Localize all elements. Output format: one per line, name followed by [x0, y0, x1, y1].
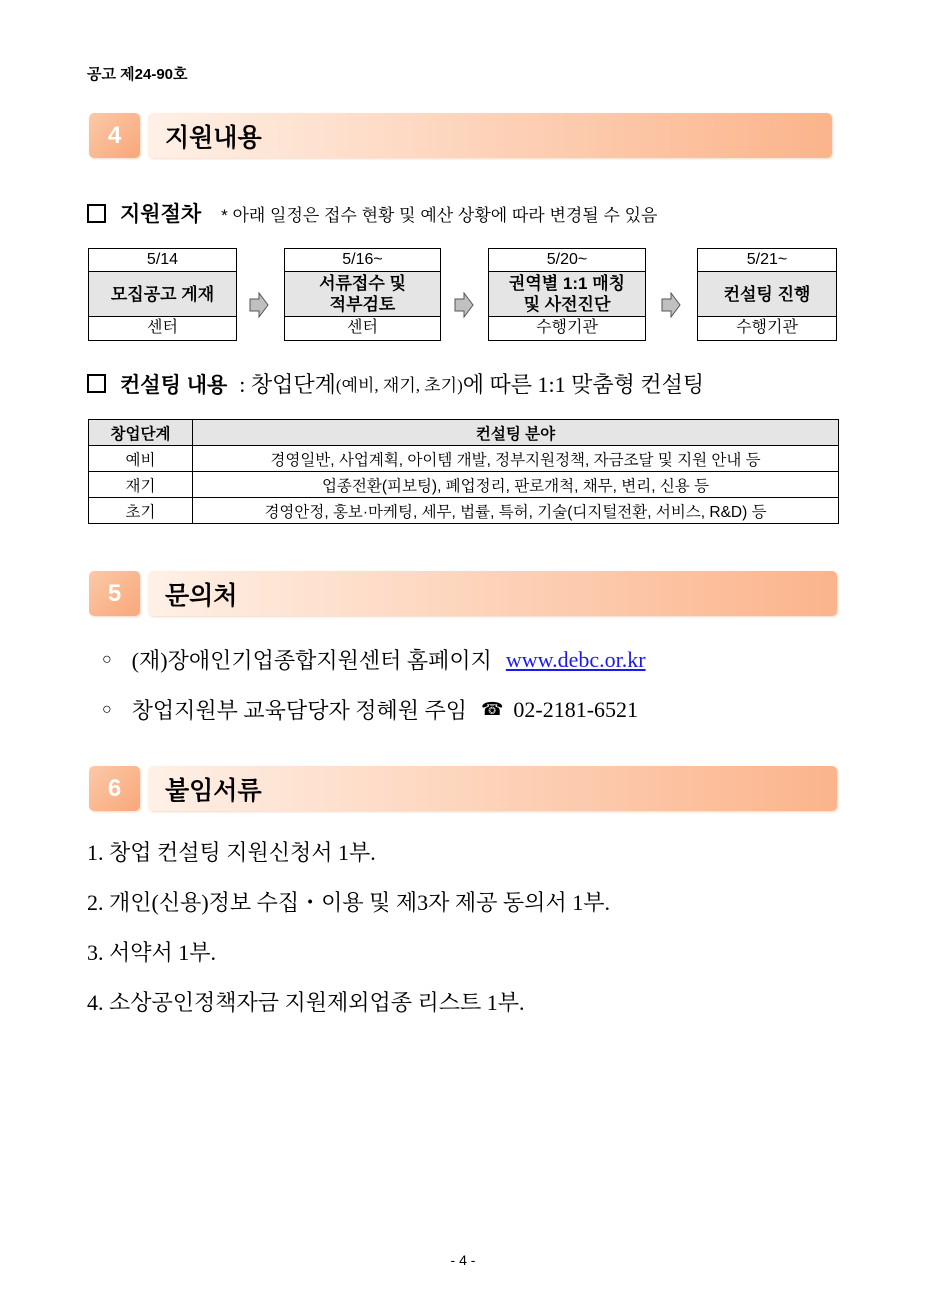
- step-task: 컨설팅 진행: [698, 272, 836, 317]
- column-header: 컨설팅 분야: [193, 420, 839, 446]
- consulting-desc-paren: (예비, 재기, 초기): [335, 376, 463, 395]
- bullet: ○: [102, 700, 112, 718]
- attachment-item: 4. 소상공인정책자금 지원제외업종 리스트 1부.: [87, 990, 525, 1015]
- table-row: [89, 498, 839, 524]
- contact-text: 창업지원부 교육담당자 정혜원 주임: [131, 698, 467, 723]
- step-task: 서류접수 및 적부검토: [285, 272, 440, 317]
- field-cell: 경영안정, 홍보·마케팅, 세무, 법률, 특허, 기술(디지털전환, 서비스, R&D) 등: [193, 498, 839, 524]
- bullet: ○: [102, 650, 112, 668]
- step-owner: 센터: [147, 319, 178, 336]
- section-number: 5: [89, 571, 140, 616]
- procedure-note: * 아래 일정은 접수 현황 및 예산 상황에 따라 변경될 수 있음: [221, 205, 658, 225]
- consulting-heading-row: [87, 368, 704, 399]
- consulting-desc-prefix: : 창업단계: [239, 372, 336, 397]
- contact-phone: [102, 694, 638, 725]
- step-date: 5/21~: [698, 249, 836, 272]
- flow-step: [697, 248, 837, 341]
- section-title: 문의처: [148, 571, 837, 616]
- contact-text: (재)장애인기업종합지원센터 홈페이지: [131, 648, 492, 673]
- field-cell: 경영일반, 사업계획, 아이템 개발, 정부지원정책, 자금조달 및 지원 안내 등: [193, 446, 839, 472]
- column-header: 창업단계: [89, 420, 193, 446]
- step-owner: 센터: [347, 319, 378, 336]
- step-owner: 수행기관: [736, 319, 798, 336]
- homepage-link[interactable]: www.debc.or.kr: [505, 646, 646, 672]
- checkbox-icon: [87, 374, 106, 393]
- section-title: 붙임서류: [148, 766, 837, 811]
- consulting-heading: 컨설팅 내용: [120, 373, 228, 397]
- step-task: 모집공고 게재: [89, 272, 236, 317]
- section-title: 지원내용: [148, 113, 832, 158]
- flow-step: [284, 248, 441, 341]
- field-cell: 업종전환(피보팅), 폐업정리, 판로개척, 채무, 변리, 신용 등: [193, 472, 839, 498]
- step-owner: 수행기관: [536, 319, 598, 336]
- attachment-item: 2. 개인(신용)정보 수집・이용 및 제3자 제공 동의서 1부.: [87, 890, 610, 915]
- phone-number: 02-2181-6521: [513, 696, 639, 722]
- stage-cell: 초기: [89, 498, 193, 524]
- table-row: [89, 472, 839, 498]
- step-date: 5/20~: [489, 249, 645, 272]
- flow-step: [488, 248, 646, 341]
- table-header-row: [89, 420, 839, 446]
- section-number: 6: [89, 766, 140, 811]
- attachment-item: 1. 창업 컨설팅 지원신청서 1부.: [87, 840, 376, 865]
- consulting-table: [88, 419, 839, 524]
- stage-cell: 재기: [89, 472, 193, 498]
- step-date: 5/14: [89, 249, 236, 272]
- flow-step: [88, 248, 237, 341]
- contact-homepage: [102, 644, 646, 675]
- page-number: - 4 -: [450, 1252, 476, 1268]
- checkbox-icon: [87, 204, 106, 223]
- attachment-item: 3. 서약서 1부.: [87, 940, 217, 965]
- table-row: [89, 446, 839, 472]
- procedure-heading-row: [87, 198, 657, 228]
- notice-number: 공고 제24-90호: [87, 66, 188, 83]
- step-task: 권역별 1:1 매칭 및 사전진단: [489, 272, 645, 317]
- procedure-heading: 지원절차: [120, 203, 202, 226]
- consulting-desc-suffix: 에 따른 1:1 맞춤형 컨설팅: [462, 372, 705, 397]
- stage-cell: 예비: [89, 446, 193, 472]
- phone-icon: ☎: [480, 699, 504, 719]
- section-number: 4: [89, 113, 140, 158]
- step-date: 5/16~: [285, 249, 440, 272]
